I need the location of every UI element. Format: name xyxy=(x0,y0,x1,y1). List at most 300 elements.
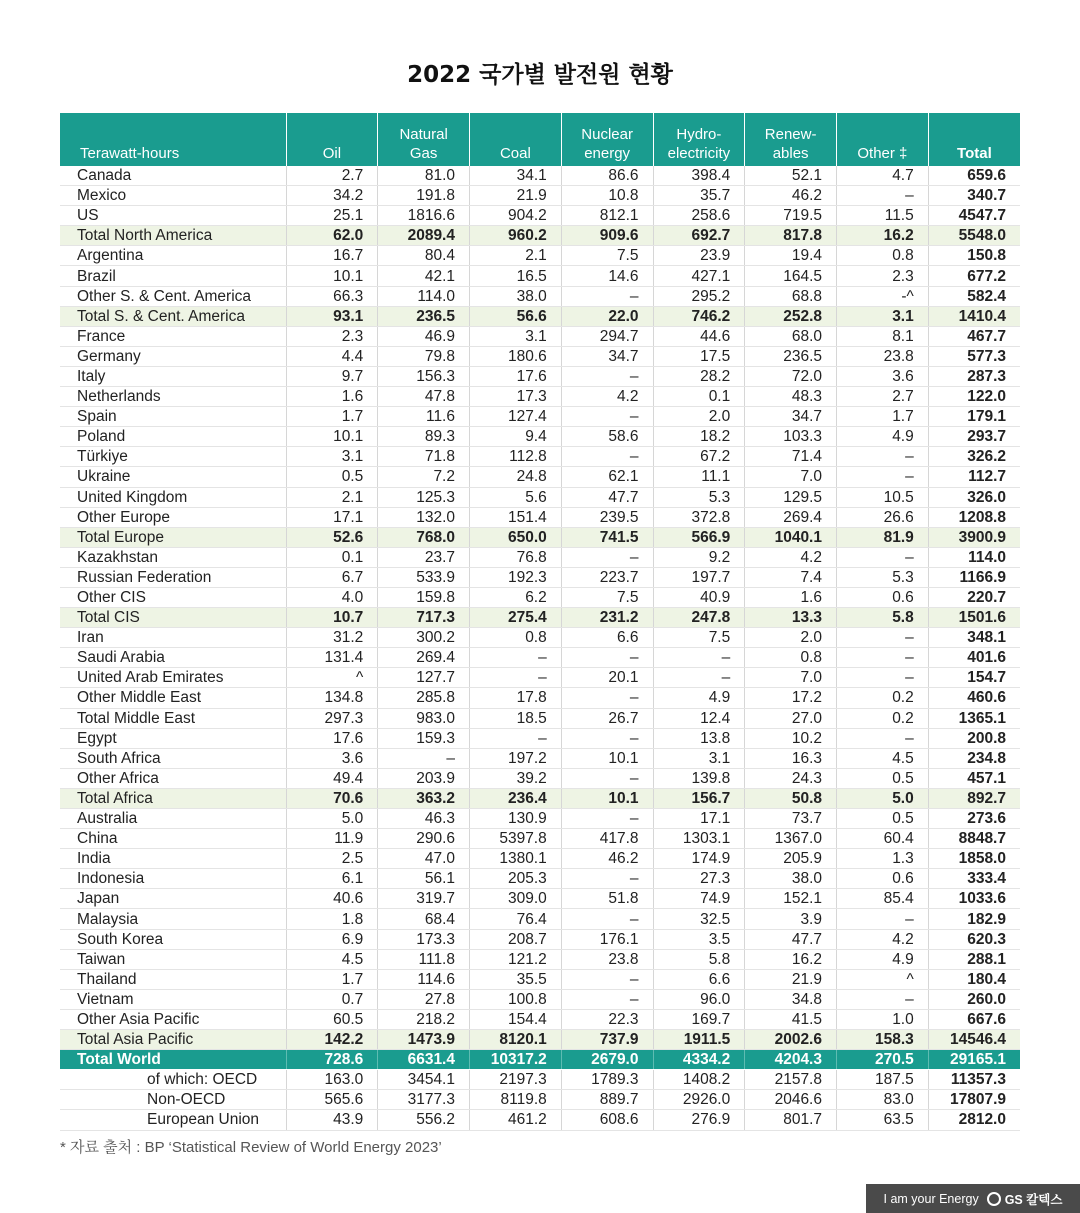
column-header xyxy=(928,113,1020,166)
table-cell: 63.5 xyxy=(837,1110,929,1130)
column-header xyxy=(745,113,837,166)
table-cell: 10.2 xyxy=(745,728,837,748)
table-cell: 295.2 xyxy=(653,286,745,306)
table-cell: 19.4 xyxy=(745,246,837,266)
table-cell: 132.0 xyxy=(378,507,470,527)
table-row xyxy=(60,648,1020,668)
table-cell: 7.0 xyxy=(745,668,837,688)
table-cell: – xyxy=(561,648,653,668)
table-cell: 17.6 xyxy=(470,366,562,386)
table-cell: 2812.0 xyxy=(928,1110,1020,1130)
table-row xyxy=(60,949,1020,969)
row-label: United Arab Emirates xyxy=(60,668,286,688)
table-cell: 401.6 xyxy=(928,648,1020,668)
table-cell: 565.6 xyxy=(286,1090,378,1110)
table-cell: 0.8 xyxy=(470,628,562,648)
table-cell: 103.3 xyxy=(745,427,837,447)
table-row xyxy=(60,346,1020,366)
table-cell: 326.0 xyxy=(928,487,1020,507)
table-row xyxy=(60,989,1020,1009)
table-row xyxy=(60,266,1020,286)
table-cell: 180.6 xyxy=(470,346,562,366)
table-cell: 158.3 xyxy=(837,1030,929,1050)
table-cell: 38.0 xyxy=(470,286,562,306)
table-cell: 68.4 xyxy=(378,909,470,929)
table-row xyxy=(60,166,1020,186)
table-cell: 16.3 xyxy=(745,748,837,768)
row-label: Vietnam xyxy=(60,989,286,1009)
table-cell: 10.1 xyxy=(286,427,378,447)
table-cell: 1303.1 xyxy=(653,829,745,849)
table-row xyxy=(60,889,1020,909)
table-cell: 17.8 xyxy=(470,688,562,708)
table-cell: 236.5 xyxy=(378,306,470,326)
table-cell: 68.0 xyxy=(745,326,837,346)
table-cell: 717.3 xyxy=(378,608,470,628)
table-cell: 11357.3 xyxy=(928,1070,1020,1090)
table-cell: 41.5 xyxy=(745,1009,837,1029)
table-cell: 746.2 xyxy=(653,306,745,326)
table-cell: 16.2 xyxy=(745,949,837,969)
table-cell: 47.0 xyxy=(378,849,470,869)
table-cell: 139.8 xyxy=(653,768,745,788)
table-cell: 892.7 xyxy=(928,788,1020,808)
table-cell: – xyxy=(561,407,653,427)
table-cell: 3900.9 xyxy=(928,527,1020,547)
table-cell: 236.5 xyxy=(745,346,837,366)
column-header-line2: ables xyxy=(772,145,809,162)
table-cell: 801.7 xyxy=(745,1110,837,1130)
table-cell: 0.8 xyxy=(837,246,929,266)
table-cell: 3.1 xyxy=(286,447,378,467)
table-row xyxy=(60,1050,1020,1070)
table-cell: – xyxy=(561,447,653,467)
table-cell: 4.5 xyxy=(286,949,378,969)
table-cell: 203.9 xyxy=(378,768,470,788)
table-cell: – xyxy=(470,728,562,748)
table-cell: 1789.3 xyxy=(561,1070,653,1090)
table-cell: 223.7 xyxy=(561,567,653,587)
table-row xyxy=(60,688,1020,708)
table-cell: 159.8 xyxy=(378,587,470,607)
table-cell: – xyxy=(837,648,929,668)
table-cell: 154.4 xyxy=(470,1009,562,1029)
table-cell: 47.8 xyxy=(378,387,470,407)
table-cell: 4.0 xyxy=(286,587,378,607)
column-header xyxy=(470,113,562,166)
table-cell: – xyxy=(470,648,562,668)
table-cell: 47.7 xyxy=(745,929,837,949)
table-cell: – xyxy=(837,668,929,688)
table-cell: 46.2 xyxy=(745,186,837,206)
table-cell: 80.4 xyxy=(378,246,470,266)
table-cell: 76.8 xyxy=(470,547,562,567)
table-cell: 18.2 xyxy=(653,427,745,447)
column-header-line1: Natural xyxy=(399,126,448,143)
column-header-line2: Total xyxy=(957,145,992,162)
table-cell: 8.1 xyxy=(837,326,929,346)
row-label: Italy xyxy=(60,366,286,386)
row-label: Brazil xyxy=(60,266,286,286)
table-cell: 5.6 xyxy=(470,487,562,507)
table-cell: 81.0 xyxy=(378,166,470,186)
table-cell: 372.8 xyxy=(653,507,745,527)
table-cell: – xyxy=(470,668,562,688)
table-cell: 3.6 xyxy=(286,748,378,768)
column-header xyxy=(286,113,378,166)
table-cell: 205.9 xyxy=(745,849,837,869)
table-cell: 93.1 xyxy=(286,306,378,326)
column-header xyxy=(837,113,929,166)
table-cell: 72.0 xyxy=(745,366,837,386)
table-cell: 3.9 xyxy=(745,909,837,929)
table-cell: – xyxy=(837,728,929,748)
table-cell: 0.5 xyxy=(286,467,378,487)
table-cell: – xyxy=(653,648,745,668)
table-cell: 4.9 xyxy=(837,949,929,969)
table-cell: 83.0 xyxy=(837,1090,929,1110)
table-cell: 817.8 xyxy=(745,226,837,246)
table-cell: 2.5 xyxy=(286,849,378,869)
table-cell: 17.5 xyxy=(653,346,745,366)
table-cell: 1365.1 xyxy=(928,708,1020,728)
row-label: Other S. & Cent. America xyxy=(60,286,286,306)
table-cell: 3.5 xyxy=(653,929,745,949)
table-cell: 21.9 xyxy=(470,186,562,206)
table-cell: 0.5 xyxy=(837,768,929,788)
table-cell: 46.2 xyxy=(561,849,653,869)
table-cell: 239.5 xyxy=(561,507,653,527)
table-cell: 10.1 xyxy=(561,788,653,808)
row-label: Poland xyxy=(60,427,286,447)
table-cell: 457.1 xyxy=(928,768,1020,788)
table-cell: 40.9 xyxy=(653,587,745,607)
table-cell: 7.5 xyxy=(561,587,653,607)
table-cell: 10.7 xyxy=(286,608,378,628)
table-row xyxy=(60,788,1020,808)
table-cell: 288.1 xyxy=(928,949,1020,969)
table-cell: 909.6 xyxy=(561,226,653,246)
table-cell: 290.6 xyxy=(378,829,470,849)
table-cell: – xyxy=(561,547,653,567)
table-cell: 11.9 xyxy=(286,829,378,849)
table-cell: 24.8 xyxy=(470,467,562,487)
table-cell: – xyxy=(561,286,653,306)
table-cell: 2.1 xyxy=(286,487,378,507)
table-cell: 22.0 xyxy=(561,306,653,326)
table-cell: 208.7 xyxy=(470,929,562,949)
row-label: Other Europe xyxy=(60,507,286,527)
table-cell: 889.7 xyxy=(561,1090,653,1110)
row-label: Total Africa xyxy=(60,788,286,808)
table-cell: 5.8 xyxy=(837,608,929,628)
table-cell: 4547.7 xyxy=(928,206,1020,226)
table-cell: 114.6 xyxy=(378,969,470,989)
table-row xyxy=(60,567,1020,587)
table-cell: – xyxy=(561,728,653,748)
row-label: Netherlands xyxy=(60,387,286,407)
table-cell: 47.7 xyxy=(561,487,653,507)
table-cell: 4.2 xyxy=(837,929,929,949)
table-cell: 35.5 xyxy=(470,969,562,989)
table-cell: 0.2 xyxy=(837,708,929,728)
page-title: 2022 국가별 발전원 현황 xyxy=(407,62,673,88)
table-cell: 89.3 xyxy=(378,427,470,447)
table-cell: 2197.3 xyxy=(470,1070,562,1090)
table-cell: 1380.1 xyxy=(470,849,562,869)
table-cell: 114.0 xyxy=(928,547,1020,567)
table-cell: 293.7 xyxy=(928,427,1020,447)
table-cell: 10.8 xyxy=(561,186,653,206)
table-cell: 260.0 xyxy=(928,989,1020,1009)
table-cell: 50.8 xyxy=(745,788,837,808)
table-cell: 812.1 xyxy=(561,206,653,226)
column-header-line1: Nuclear xyxy=(581,126,633,143)
table-cell: 163.0 xyxy=(286,1070,378,1090)
table-cell: 556.2 xyxy=(378,1110,470,1130)
table-cell: 23.8 xyxy=(837,346,929,366)
table-cell: 17.2 xyxy=(745,688,837,708)
table-cell: 129.5 xyxy=(745,487,837,507)
table-row xyxy=(60,1070,1020,1090)
table-row xyxy=(60,728,1020,748)
table-cell: 2.0 xyxy=(745,628,837,648)
column-header-line2: electricity xyxy=(667,145,731,162)
table-cell: 46.3 xyxy=(378,809,470,829)
table-cell: 326.2 xyxy=(928,447,1020,467)
table-cell: 1033.6 xyxy=(928,889,1020,909)
table-cell: 1816.6 xyxy=(378,206,470,226)
table-cell: 81.9 xyxy=(837,527,929,547)
table-cell: ^ xyxy=(286,668,378,688)
table-cell: -^ xyxy=(837,286,929,306)
column-header-line2: Gas xyxy=(409,145,438,162)
table-cell: 348.1 xyxy=(928,628,1020,648)
table-cell: 142.2 xyxy=(286,1030,378,1050)
table-cell: 10317.2 xyxy=(470,1050,562,1070)
table-cell: 56.1 xyxy=(378,869,470,889)
table-cell: 4.9 xyxy=(837,427,929,447)
table-row xyxy=(60,1030,1020,1050)
column-header-line2: energy xyxy=(584,145,631,162)
row-label: India xyxy=(60,849,286,869)
table-cell: 76.4 xyxy=(470,909,562,929)
table-cell: 6.6 xyxy=(653,969,745,989)
table-cell: 4.2 xyxy=(561,387,653,407)
table-cell: 692.7 xyxy=(653,226,745,246)
table-cell: 112.7 xyxy=(928,467,1020,487)
row-label: Total North America xyxy=(60,226,286,246)
table-row xyxy=(60,768,1020,788)
table-cell: 34.8 xyxy=(745,989,837,1009)
table-cell: 333.4 xyxy=(928,869,1020,889)
table-cell: 17.6 xyxy=(286,728,378,748)
table-cell: 7.4 xyxy=(745,567,837,587)
table-cell: 0.2 xyxy=(837,688,929,708)
table-cell: 0.5 xyxy=(837,809,929,829)
table-cell: 127.4 xyxy=(470,407,562,427)
table-cell: 1858.0 xyxy=(928,849,1020,869)
table-cell: 4.5 xyxy=(837,748,929,768)
table-cell: 70.6 xyxy=(286,788,378,808)
table-row xyxy=(60,507,1020,527)
table-cell: 270.5 xyxy=(837,1050,929,1070)
column-header xyxy=(561,113,653,166)
table-cell: 768.0 xyxy=(378,527,470,547)
table-row xyxy=(60,608,1020,628)
table-cell: 86.6 xyxy=(561,166,653,186)
table-row xyxy=(60,387,1020,407)
table-row xyxy=(60,427,1020,447)
table-row xyxy=(60,1090,1020,1110)
table-cell: 2046.6 xyxy=(745,1090,837,1110)
table-cell: 0.1 xyxy=(653,387,745,407)
row-label: European Union xyxy=(60,1110,286,1130)
table-row xyxy=(60,407,1020,427)
table-cell: 275.4 xyxy=(470,608,562,628)
table-cell: 4.9 xyxy=(653,688,745,708)
table-cell: 294.7 xyxy=(561,326,653,346)
table-cell: 4334.2 xyxy=(653,1050,745,1070)
table-cell: 3.1 xyxy=(470,326,562,346)
table-cell: 51.8 xyxy=(561,889,653,909)
table-row xyxy=(60,547,1020,567)
table-cell: 340.7 xyxy=(928,186,1020,206)
table-cell: 68.8 xyxy=(745,286,837,306)
table-cell: 273.6 xyxy=(928,809,1020,829)
table-cell: 577.3 xyxy=(928,346,1020,366)
table-cell: 1501.6 xyxy=(928,608,1020,628)
table-cell: 67.2 xyxy=(653,447,745,467)
table-row xyxy=(60,366,1020,386)
table-cell: 220.7 xyxy=(928,587,1020,607)
table-cell: 983.0 xyxy=(378,708,470,728)
row-label: Australia xyxy=(60,809,286,829)
table-cell: 25.1 xyxy=(286,206,378,226)
table-cell: – xyxy=(561,869,653,889)
table-cell: 127.7 xyxy=(378,668,470,688)
table-cell: – xyxy=(837,547,929,567)
table-cell: 180.4 xyxy=(928,969,1020,989)
table-cell: 111.8 xyxy=(378,949,470,969)
table-cell: 6.1 xyxy=(286,869,378,889)
table-cell: 100.8 xyxy=(470,989,562,1009)
row-label: Other CIS xyxy=(60,587,286,607)
table-cell: 17.1 xyxy=(286,507,378,527)
table-cell: 60.5 xyxy=(286,1009,378,1029)
table-cell: 31.2 xyxy=(286,628,378,648)
table-cell: 174.9 xyxy=(653,849,745,869)
footer-tagline: I am your Energy xyxy=(883,1191,979,1206)
table-cell: 4.2 xyxy=(745,547,837,567)
table-cell: 5.3 xyxy=(653,487,745,507)
table-cell: 231.2 xyxy=(561,608,653,628)
row-label: Total Asia Pacific xyxy=(60,1030,286,1050)
table-cell: 9.4 xyxy=(470,427,562,447)
table-cell: 960.2 xyxy=(470,226,562,246)
table-cell: – xyxy=(561,809,653,829)
table-cell: 32.5 xyxy=(653,909,745,929)
table-cell: 0.1 xyxy=(286,547,378,567)
table-cell: 22.3 xyxy=(561,1009,653,1029)
table-cell: 1.8 xyxy=(286,909,378,929)
row-label: Total CIS xyxy=(60,608,286,628)
table-row xyxy=(60,1110,1020,1130)
table-cell: – xyxy=(561,768,653,788)
table-cell: 6.6 xyxy=(561,628,653,648)
table-cell: 38.0 xyxy=(745,869,837,889)
table-cell: 40.6 xyxy=(286,889,378,909)
table-cell: 2.7 xyxy=(286,166,378,186)
table-row xyxy=(60,909,1020,929)
table-cell: 1.7 xyxy=(286,969,378,989)
table-cell: 3.1 xyxy=(837,306,929,326)
table-cell: 10.1 xyxy=(286,266,378,286)
table-cell: 152.1 xyxy=(745,889,837,909)
table-cell: 287.3 xyxy=(928,366,1020,386)
table-cell: 14.6 xyxy=(561,266,653,286)
row-label: Iran xyxy=(60,628,286,648)
table-cell: 236.4 xyxy=(470,788,562,808)
table-cell: 11.1 xyxy=(653,467,745,487)
table-cell: – xyxy=(653,668,745,688)
table-cell: 13.8 xyxy=(653,728,745,748)
table-cell: 319.7 xyxy=(378,889,470,909)
row-label: Total Middle East xyxy=(60,708,286,728)
table-row xyxy=(60,869,1020,889)
table-cell: 29165.1 xyxy=(928,1050,1020,1070)
table-cell: 27.3 xyxy=(653,869,745,889)
table-cell: 26.6 xyxy=(837,507,929,527)
table-cell: 309.0 xyxy=(470,889,562,909)
table-cell: 1208.8 xyxy=(928,507,1020,527)
table-cell: 1.7 xyxy=(837,407,929,427)
table-cell: 2157.8 xyxy=(745,1070,837,1090)
row-label: Non-OECD xyxy=(60,1090,286,1110)
table-cell: 300.2 xyxy=(378,628,470,648)
table-cell: 17.1 xyxy=(653,809,745,829)
table-cell: 130.9 xyxy=(470,809,562,829)
row-label: Other Africa xyxy=(60,768,286,788)
table-cell: 169.7 xyxy=(653,1009,745,1029)
table-cell: 1473.9 xyxy=(378,1030,470,1050)
row-label: Germany xyxy=(60,346,286,366)
table-cell: 159.3 xyxy=(378,728,470,748)
table-cell: 2926.0 xyxy=(653,1090,745,1110)
table-cell: 28.2 xyxy=(653,366,745,386)
table-cell: 7.0 xyxy=(745,467,837,487)
table-cell: 269.4 xyxy=(745,507,837,527)
table-cell: 27.0 xyxy=(745,708,837,728)
table-row xyxy=(60,226,1020,246)
footer-brand-bar xyxy=(866,1184,1080,1213)
table-row xyxy=(60,628,1020,648)
row-label: Ukraine xyxy=(60,467,286,487)
table-cell: 21.9 xyxy=(745,969,837,989)
table-cell: 1166.9 xyxy=(928,567,1020,587)
table-row xyxy=(60,487,1020,507)
row-label: Russian Federation xyxy=(60,567,286,587)
table-cell: 14546.4 xyxy=(928,1030,1020,1050)
table-cell: 71.8 xyxy=(378,447,470,467)
table-cell: 4.4 xyxy=(286,346,378,366)
table-cell: 125.3 xyxy=(378,487,470,507)
table-cell: – xyxy=(561,969,653,989)
table-cell: 17.3 xyxy=(470,387,562,407)
table-row xyxy=(60,527,1020,547)
table-cell: 677.2 xyxy=(928,266,1020,286)
table-cell: 719.5 xyxy=(745,206,837,226)
